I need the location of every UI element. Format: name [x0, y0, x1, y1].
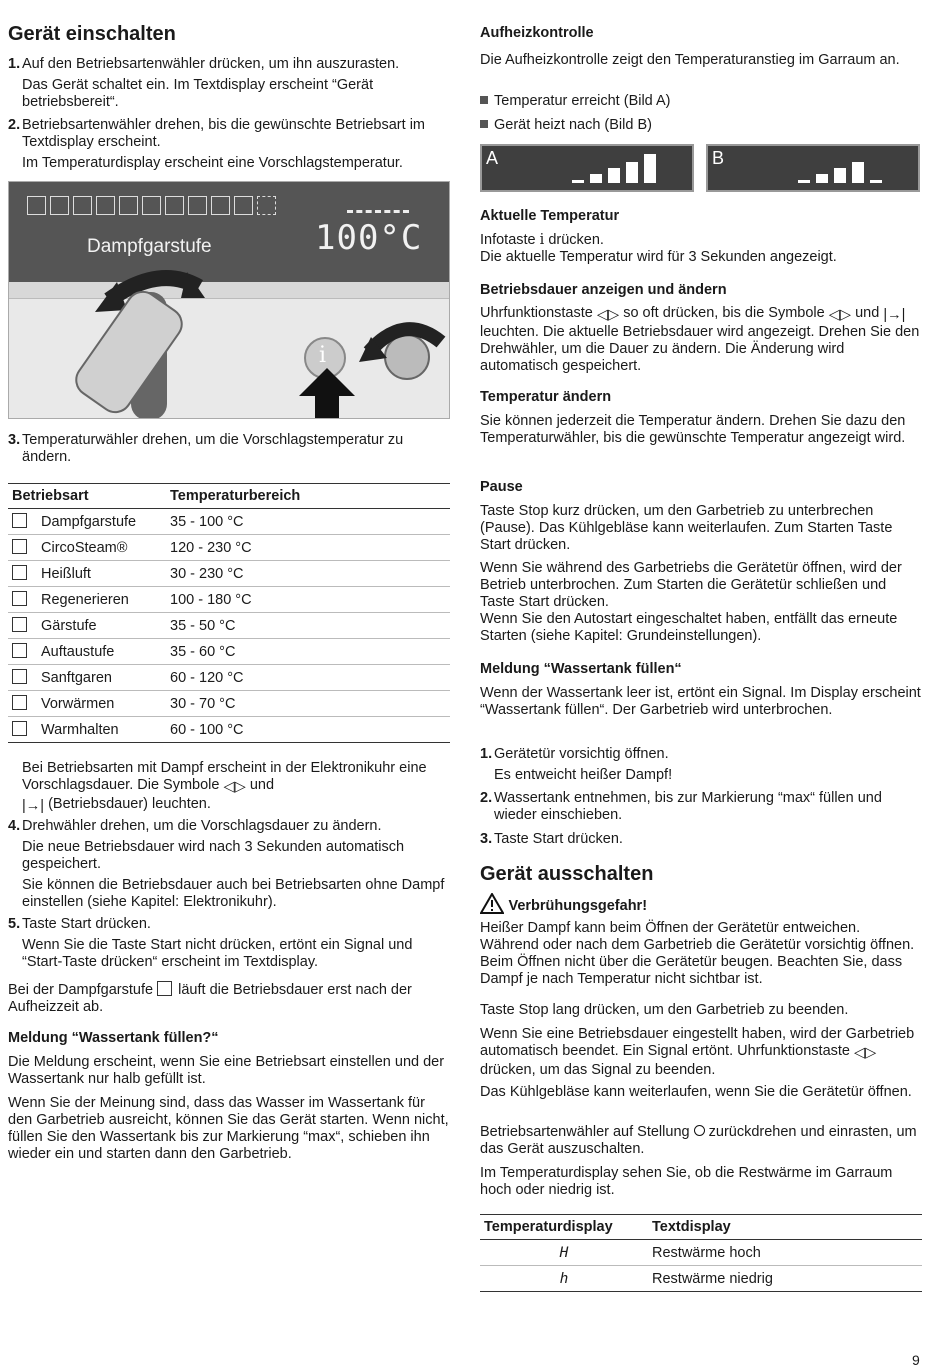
table-row: Warmhalten 60 - 100 °C [8, 717, 450, 743]
col-header-temperaturbereich: Temperaturbereich [166, 484, 450, 509]
table-row: Vorwärmen 30 - 70 °C [8, 691, 450, 717]
table-row: H Restwärme hoch [480, 1240, 922, 1266]
info-button-label: i [319, 343, 327, 368]
paragraph-dauer: Uhrfunktionstaste ◁▷ so oft drücken, bis die Symbole ◁▷ und |→| leuchten. Die aktuelle Betriebsdauer wird angezeigt. Drehen Sie den Drehwähler, um die Dauer zu ändern. Die Änderung wird automatisch gespeichert. [480, 305, 920, 374]
circosteam-icon [12, 539, 27, 554]
warning-line: Verbrühungsgefahr! [480, 893, 647, 915]
bullet-a: Temperatur erreicht (Bild A) [480, 93, 670, 110]
paragraph-dampfgarstufe-note: Bei der Dampfgarstufe läuft die Betriebsdauer erst nach der Aufheizzeit ab. [8, 982, 412, 1015]
steam-icon [12, 513, 27, 528]
panel-temp: 100°C [315, 218, 423, 258]
paragraph-off6: Im Temperaturdisplay sehen Sie, ob die Restwärme im Garraum hoch oder niedrig ist. [480, 1165, 893, 1198]
step-2: 2. Betriebsartenwähler drehen, bis die gewünschte Betriebsart im Textdisplay erscheint. Im Temperaturdisplay erscheint eine Vorschlagstemperatur. [8, 117, 425, 171]
paragraph-wassertank: Wenn der Wassertank leer ist, ertönt ein Signal. Im Display erscheint “Wassertank füllen“. Der Garbetrieb wird unterbrochen. [480, 685, 921, 718]
duration-arrows-icon: ◁▷ [223, 779, 246, 795]
duration-arrows-icon: ◁▷ [828, 307, 852, 323]
col-header-temperaturdisplay: Temperaturdisplay [480, 1215, 648, 1240]
paragraph-wq1: Die Meldung erscheint, wenn Sie eine Betriebsart einstellen und der Wassertank nur halb gefüllt ist. [8, 1054, 445, 1087]
title-geraet-ausschalten: Gerät ausschalten [480, 863, 654, 885]
heat-bars-full-icon [572, 150, 682, 190]
paragraph-pause1: Taste Stop kurz drücken, um den Garbetrieb zu unterbrechen (Pause). Das Kühlgebläse kann weiterlaufen. Zum Starten Taste Start drücken. [480, 503, 893, 553]
heading-pause: Pause [480, 479, 523, 495]
slow-cook-icon [12, 669, 27, 684]
bullet-square-icon [480, 96, 488, 104]
residual-heat-table [480, 1214, 922, 1292]
paragraph-aktuell: Infotaste i drücken. Die aktuelle Temperatur wird für 3 Sekunden angezeigt. [480, 232, 837, 265]
wt-step-1: 1. Gerätetür vorsichtig öffnen. Es entweicht heißer Dampf! [480, 746, 673, 783]
table-row: h Restwärme niedrig [480, 1266, 922, 1292]
control-panel-illustration [8, 181, 450, 419]
end-time-icon: |→| [22, 798, 45, 814]
paragraph-off3: Wenn Sie eine Betriebsdauer eingestellt haben, wird der Garbetrieb automatisch beendet. Ein Signal ertönt. Uhrfunktionstaste ◁▷ drücken, um das Signal zu beenden. [480, 1026, 915, 1078]
table-row: Sanftgaren 60 - 120 °C [8, 665, 450, 691]
warning-icon [480, 893, 504, 914]
step-5: 5. Taste Start drücken. Wenn Sie die Taste Start nicht drücken, ertönt ein Signal und “Start-Taste drücken“ erscheint im Textdisplay. [8, 916, 413, 970]
end-time-icon: |→| [883, 307, 906, 323]
heading-aufheizkontrolle: Aufheizkontrolle [480, 25, 594, 41]
page-number: 9 [912, 1352, 920, 1368]
duration-arrows-icon: ◁▷ [854, 1045, 877, 1061]
heading-aktuelle-temperatur: Aktuelle Temperatur [480, 208, 620, 224]
step-1: 1. Auf den Betriebsartenwähler drücken, um ihn auszurasten. Das Gerät schaltet ein. Im Textdisplay erscheint “Gerät betriebsbereit“. [8, 56, 400, 110]
paragraph-pause3: Wenn Sie den Autostart eingeschaltet haben, entfällt das erneute Starten (siehe Kapitel: Grundeinstellungen). [480, 611, 898, 644]
paragraph-off1: Heißer Dampf kann beim Öffnen der Gerätetür entweichen. Während oder nach dem Garbetrieb die Gerätetür vorsichtig öffnen. Beim Öffnen nicht über die Gerätetür beugen. Beachten Sie, dass Dampf je nach Temperatur nicht sichtbar ist. [480, 920, 915, 987]
title-geraet-einschalten: Gerät einschalten [8, 23, 176, 45]
paragraph-temp: Sie können jederzeit die Temperatur ändern. Drehen Sie dazu den Temperaturwähler, bis die gewünschte Temperatur angezeigt wird. [480, 413, 906, 446]
heat-bars-partial-icon [798, 150, 908, 190]
display-a: A [480, 144, 694, 192]
duration-arrows-icon: ◁▷ [596, 307, 620, 323]
col-header-betriebsart: Betriebsart [8, 484, 166, 509]
table-row: Heißluft 30 - 230 °C [8, 561, 450, 587]
paragraph-pause2: Wenn Sie während des Garbetriebs die Gerätetür öffnen, wird der Betrieb unterbrochen. Zum Starten die Gerätetür schließen und Taste Start drücken. [480, 560, 902, 610]
off-position-icon [694, 1125, 705, 1136]
step-3: 3. Temperaturwähler drehen, um die Vorschlagstemperatur zu ändern. [8, 432, 404, 465]
paragraph-wq2: Wenn Sie der Meinung sind, dass das Wasser im Wassertank für den Garbetrieb ausreicht, können Sie das Gerät starten. Wenn nicht, füllen Sie den Wassertank bis zur Markierung “max“, schieben ihn wieder ein und starten dann den Garbetrieb. [8, 1095, 449, 1162]
paragraph-vorschlagsdauer: Bei Betriebsarten mit Dampf erscheint in der Elektronikuhr eine Vorschlagsdauer. Die Symbole ◁▷ und |→| (Betriebsdauer) leuchten. [22, 760, 427, 814]
defrost-icon [12, 643, 27, 658]
knob-graphics [9, 182, 450, 419]
keep-warm-icon [12, 721, 27, 736]
regenerate-icon [12, 591, 27, 606]
table-row: Dampfgarstufe 35 - 100 °C [8, 509, 450, 535]
col-header-textdisplay: Textdisplay [648, 1215, 922, 1240]
table-row: Regenerieren 100 - 180 °C [8, 587, 450, 613]
proof-icon [12, 617, 27, 632]
heading-wassertank: Meldung “Wassertank füllen“ [480, 661, 682, 677]
heading-temperatur-aendern: Temperatur ändern [480, 389, 612, 405]
info-icon: i [539, 232, 545, 248]
heading-betriebsdauer: Betriebsdauer anzeigen und ändern [480, 282, 727, 298]
wt-step-3: 3. Taste Start drücken. [480, 831, 623, 847]
bullet-square-icon [480, 120, 488, 128]
bullet-b: Gerät heizt nach (Bild B) [480, 117, 652, 134]
wt-step-2: 2. Wassertank entnehmen, bis zur Markierung “max“ füllen und wieder einschieben. [480, 790, 882, 823]
step-4: 4. Drehwähler drehen, um die Vorschlagsdauer zu ändern. Die neue Betriebsdauer wird nach 3 Sekunden automatisch gespeichert. Sie können die Betriebsdauer auch bei Betriebsarten ohne Dampf einstellen (siehe Kapitel: Elektronikuhr). [8, 818, 445, 910]
panel-mode-label: Dampfgarstufe [87, 236, 212, 257]
paragraph-off4: Das Kühlgebläse kann weiterlaufen, wenn Sie die Gerätetür öffnen. [480, 1084, 912, 1100]
mode-table [8, 483, 450, 743]
paragraph-off2: Taste Stop lang drücken, um den Garbetrieb zu beenden. [480, 1002, 849, 1018]
display-b: B [706, 144, 920, 192]
paragraph-off5: Betriebsartenwähler auf Stellung zurückdrehen und einrasten, um das Gerät auszuschalten. [480, 1124, 917, 1157]
preheat-icon [12, 695, 27, 710]
heading-wassertank-frage: Meldung “Wassertank füllen?“ [8, 1030, 219, 1046]
table-row: CircoSteam® 120 - 230 °C [8, 535, 450, 561]
table-row: Gärstufe 35 - 50 °C [8, 613, 450, 639]
steam-icon [157, 981, 172, 996]
hot-air-icon [12, 565, 27, 580]
paragraph-aufheiz: Die Aufheizkontrolle zeigt den Temperaturanstieg im Garraum an. [480, 52, 900, 68]
table-row: Auftaustufe 35 - 60 °C [8, 639, 450, 665]
